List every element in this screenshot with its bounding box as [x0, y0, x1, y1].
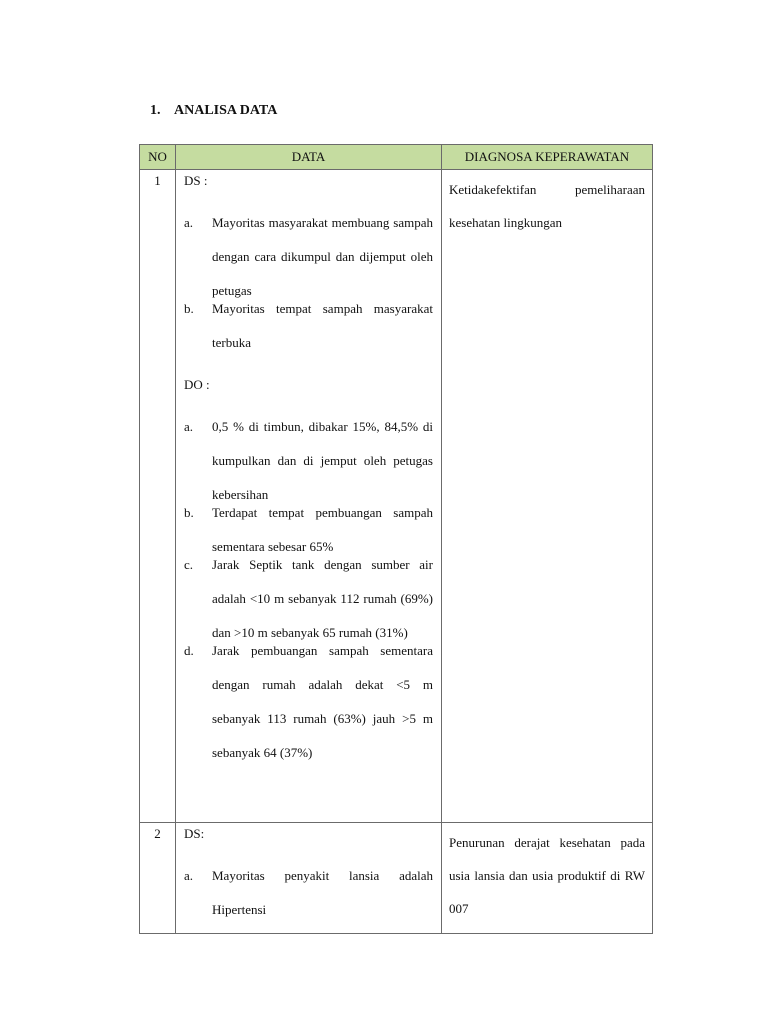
section-title: ANALISA DATA [174, 103, 278, 118]
list-item [184, 859, 433, 927]
item-text: Mayoritas masyarakat membuang sampah dengan cara dikumpul dan dijemput oleh petugas [212, 215, 433, 298]
item-text: 0,5 % di timbun, dibakar 15%, 84,5% di kumpulkan dan di jemput oleh petugas kebersihan [212, 419, 433, 502]
table-header-row [140, 145, 653, 170]
header-diagnosis: DIAGNOSA KEPERAWATAN [442, 145, 653, 170]
table-row [140, 823, 653, 934]
ds-label: DS : [184, 173, 208, 188]
item-text: Mayoritas penyakit lansia adalah Hipertensi [212, 868, 433, 917]
data-cell [176, 170, 442, 823]
data-cell [176, 823, 442, 934]
diagnosis-cell: Penurunan derajat kesehatan pada usia lansia dan usia produktif di RW 007 [442, 823, 653, 934]
row-number: 1 [140, 170, 176, 823]
item-text: Terdapat tempat pembuangan sampah sementara sebesar 65% [212, 505, 433, 554]
item-marker: a. [184, 868, 194, 883]
row-number: 2 [140, 823, 176, 934]
section-number: 1. [150, 103, 161, 118]
section-heading [150, 103, 277, 119]
item-marker: d. [184, 643, 194, 658]
analysis-table [139, 144, 653, 934]
item-marker: c. [184, 557, 194, 572]
item-marker: b. [184, 505, 194, 520]
do-label: DO : [184, 377, 210, 392]
header-data: DATA [176, 145, 442, 170]
list-item [184, 634, 433, 770]
list-item [184, 292, 433, 360]
item-marker: a. [184, 215, 194, 230]
item-text: Jarak Septik tank dengan sumber air adalah <10 m sebanyak 112 rumah (69%) dan >10 m sebanyak 65 rumah (31%) [212, 557, 433, 640]
item-text: Mayoritas tempat sampah masyarakat terbuka [212, 301, 433, 350]
header-no: NO [140, 145, 176, 170]
ds-label: DS: [184, 826, 205, 841]
item-marker: b. [184, 301, 194, 316]
diagnosis-cell: Ketidakefektifan pemeliharaan kesehatan lingkungan [442, 170, 653, 823]
item-text: Jarak pembuangan sampah sementara dengan rumah adalah dekat <5 m sebanyak 113 rumah (63%) jauh >5 m sebanyak 64 (37%) [212, 643, 433, 760]
table-row [140, 170, 653, 823]
item-marker: a. [184, 419, 194, 434]
